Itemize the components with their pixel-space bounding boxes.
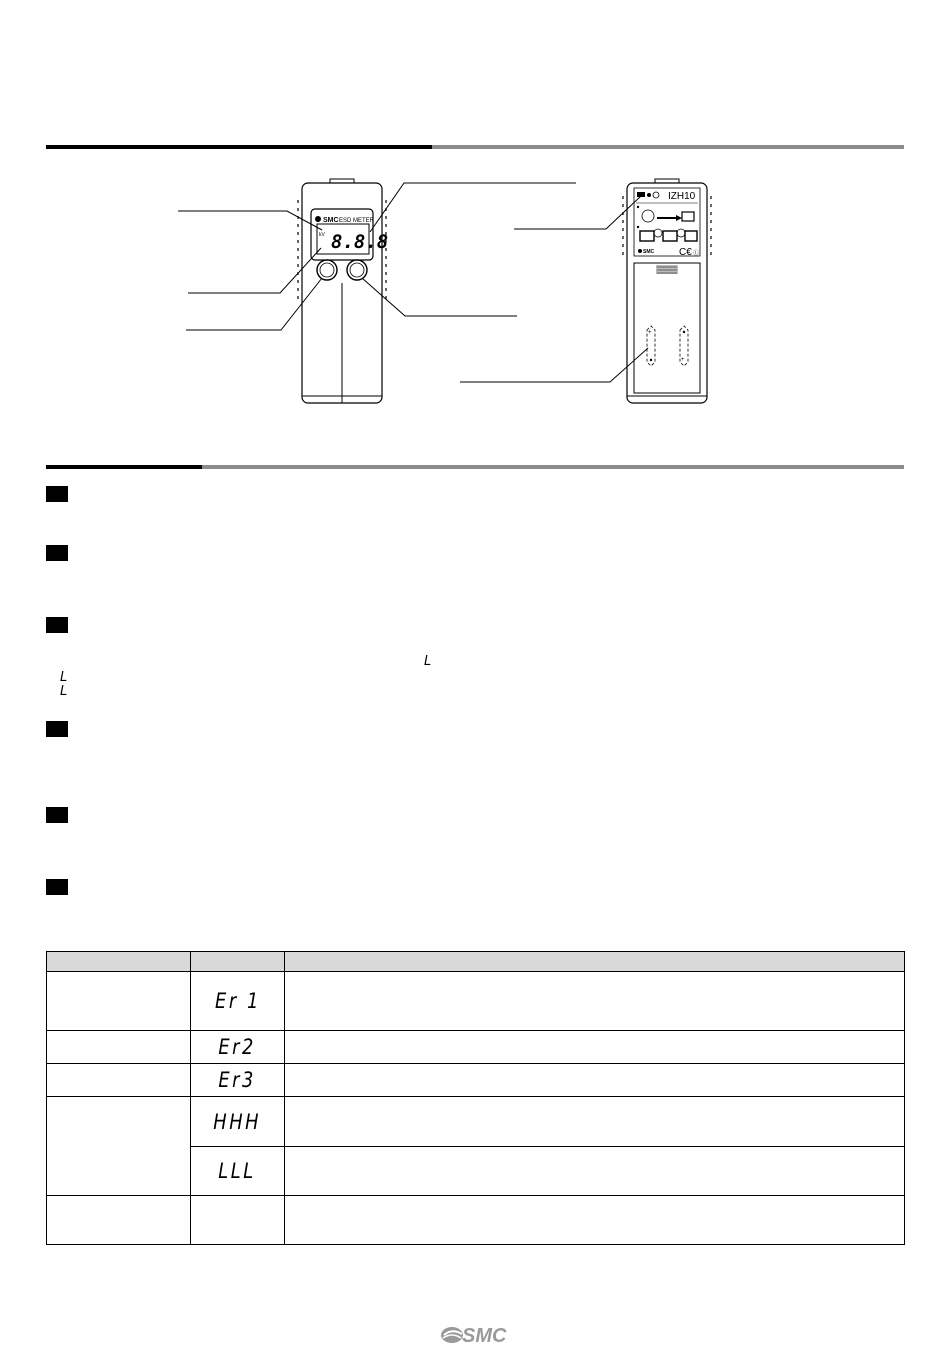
middle-section-rule: [46, 465, 904, 469]
lcd-glyph-1: L: [60, 670, 68, 685]
section-marker-1: [46, 486, 68, 502]
svg-text:+: +: [681, 357, 685, 363]
esd-meter-rear-illustration: [0, 0, 950, 420]
error-code: HHH: [213, 1109, 262, 1134]
smc-footer-logo: [440, 1322, 510, 1348]
footer-logo-text: SMC: [462, 1325, 507, 1347]
table-row: [47, 1064, 905, 1097]
table-header-cell: [191, 952, 285, 972]
table-header-cell: [285, 952, 905, 972]
section-marker-6: [46, 879, 68, 895]
error-code: Er 1: [214, 989, 261, 1013]
svg-text:kV: kV: [319, 232, 325, 238]
left-device-label: ESD METER: [339, 218, 375, 224]
table-header-cell: [47, 952, 191, 972]
section-marker-2: [46, 545, 68, 561]
table-row: [47, 1196, 905, 1245]
error-code-table: [46, 951, 905, 1245]
svg-text:+: +: [648, 330, 652, 336]
table-header-row: [47, 952, 905, 972]
error-code: Er3: [218, 1068, 257, 1092]
section-marker-4: [46, 721, 68, 737]
table-row: [47, 972, 905, 1031]
table-row: [47, 1097, 905, 1147]
left-device-display: 8.8.8: [331, 231, 389, 253]
section-marker-3: [46, 617, 68, 633]
lcd-glyph-inline: L: [424, 654, 432, 669]
error-code: Er2: [218, 1035, 257, 1059]
table-row: [47, 1031, 905, 1064]
lcd-glyph-2: L: [60, 684, 68, 699]
section-marker-5: [46, 807, 68, 823]
error-code: LLL: [218, 1159, 257, 1183]
right-device-model: IZH10: [668, 191, 696, 202]
left-device-brand: SMC: [323, 217, 339, 224]
svg-text:Ⓛ: Ⓛ: [693, 251, 700, 257]
right-device-brand: SMC: [643, 249, 655, 255]
svg-text:C€: C€: [679, 247, 692, 258]
